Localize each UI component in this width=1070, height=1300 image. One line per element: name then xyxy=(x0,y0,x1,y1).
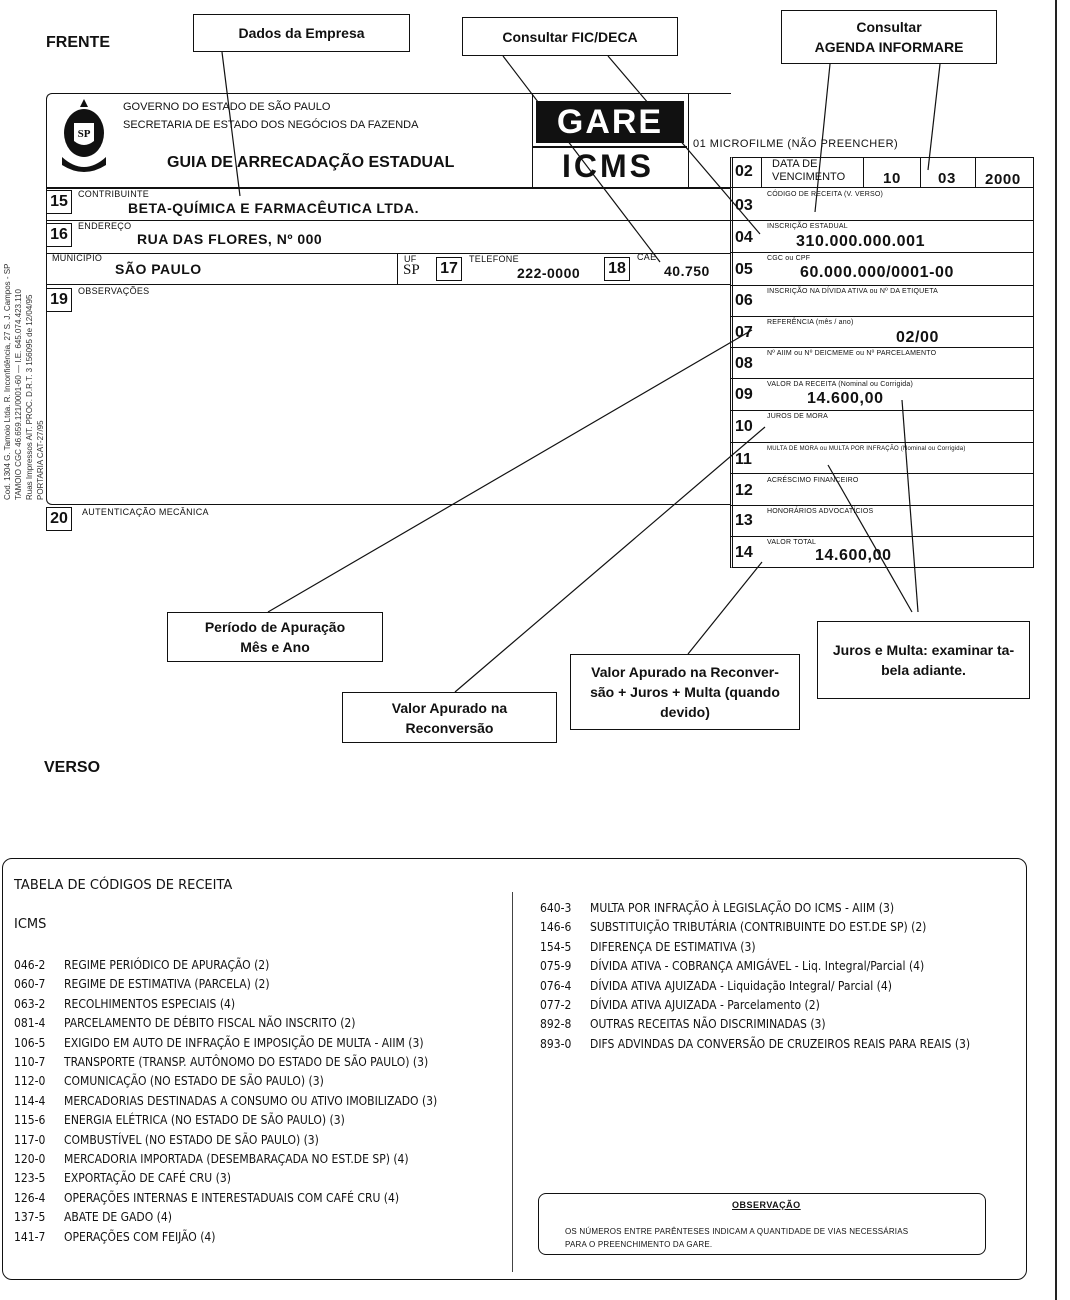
code-number: 137-5 xyxy=(14,1210,46,1225)
field-number-16: 16 xyxy=(46,223,72,247)
code-description: ABATE DE GADO (4) xyxy=(64,1210,172,1225)
code-row xyxy=(540,959,924,973)
venc-divider xyxy=(761,157,762,187)
callout-fic-deca: Consultar FIC/DECA xyxy=(462,17,678,56)
secretaria-title: SECRETARIA DE ESTADO DOS NEGÓCIOS DA FAZENDA xyxy=(123,119,419,131)
valor-total-label: VALOR TOTAL xyxy=(767,539,817,546)
code-row xyxy=(14,1230,216,1244)
line-agenda-2 xyxy=(928,64,940,170)
code-description: DIFS ADVINDAS DA CONVERSÃO DE CRUZEIROS REAIS PARA REAIS (3) xyxy=(590,1036,971,1051)
code-row xyxy=(14,1210,172,1224)
valor-receita-label: VALOR DA RECEITA (Nominal ou Corrigida) xyxy=(767,381,914,388)
observation-line-1: OS NÚMEROS ENTRE PARÊNTESES INDICAM A QUANTIDADE DE VIAS NECESSÁRIAS xyxy=(565,1227,909,1236)
observation-title: OBSERVAÇÃO xyxy=(732,1200,801,1210)
svg-text:SP: SP xyxy=(77,128,91,140)
field-number-13: 13 xyxy=(735,512,753,529)
side-line-1: Cod. 1304 G. Tamoio Ltda. R. Inconfidência, 27 S. J. Campos - SP xyxy=(3,263,12,500)
callout-valor-apurado: Valor Apurado na Reconversão xyxy=(342,692,557,743)
cae-label: CAE xyxy=(637,252,657,262)
code-number: 640-3 xyxy=(540,901,572,915)
venc-month-value: 03 xyxy=(938,170,956,187)
field-number-11: 11 xyxy=(735,451,752,468)
contribuinte-label: CONTRIBUINTE xyxy=(78,189,150,199)
honorarios-label: HONORÁRIOS ADVOCATÍCIOS xyxy=(767,508,874,515)
codigo-receita-label: CÓDIGO DE RECEITA (V. VERSO) xyxy=(767,191,884,198)
sep-municipio xyxy=(46,253,730,254)
field-number-10: 10 xyxy=(735,418,753,435)
field-number-04: 04 xyxy=(735,229,753,246)
contribuinte-value: BETA-QUÍMICA E FARMACÊUTICA LTDA. xyxy=(128,200,420,216)
code-description: TRANSPORTE (TRANSP. AUTÔNOMO DO ESTADO DE SÃO PAULO) (3) xyxy=(64,1055,429,1069)
venc-divider-4 xyxy=(975,157,976,187)
code-row xyxy=(14,1094,437,1108)
code-description: OUTRAS RECEITAS NÃO DISCRIMINADAS (3) xyxy=(590,1017,826,1032)
sep-obs xyxy=(46,284,730,285)
code-row xyxy=(14,1171,231,1185)
venc-label-2: VENCIMENTO xyxy=(772,171,846,183)
multa-label: MULTA DE MORA ou MULTA POR INFRAÇÃO (Nominal ou Corrigida) xyxy=(767,446,966,452)
tax-icms: ICMS xyxy=(562,148,654,184)
sp-seal-logo xyxy=(58,97,110,179)
code-row xyxy=(14,977,270,991)
field-number-14: 14 xyxy=(735,544,753,561)
side-line-4: PORTARIA CAT-27/95 xyxy=(36,420,45,500)
code-row xyxy=(14,997,235,1011)
code-number: 110-7 xyxy=(14,1055,46,1069)
sep-endereco xyxy=(46,220,730,221)
code-description: DÍVIDA ATIVA AJUIZADA - Liquidação Integral/ Parcial (4) xyxy=(590,978,892,993)
code-row xyxy=(540,920,926,934)
code-number: 106-5 xyxy=(14,1035,46,1050)
line-total xyxy=(688,562,762,654)
municipio-label: MUNICÍPIO xyxy=(52,253,103,263)
code-description: SUBSTITUIÇÃO TRIBUTÁRIA (CONTRIBUINTE DO EST.DE SP) (2) xyxy=(590,920,927,935)
juros-mora-label: JUROS DE MORA xyxy=(767,413,828,420)
code-number: 076-4 xyxy=(540,978,572,993)
telefone-label: TELEFONE xyxy=(469,254,519,264)
field-number-20: 20 xyxy=(46,507,72,531)
side-line-3: Ruas Impressos AIT. PROC. D.R.T. 3 156095 de 12/04/95 xyxy=(25,294,34,500)
endereco-value: RUA DAS FLORES, Nº 000 xyxy=(137,231,323,247)
valor-total-value: 14.600,00 xyxy=(815,547,892,564)
observacoes-label: OBSERVAÇÕES xyxy=(78,286,150,296)
field-number-19: 19 xyxy=(46,288,72,312)
code-description: OPERAÇÕES COM FEIJÃO (4) xyxy=(64,1229,216,1244)
code-number: 126-4 xyxy=(14,1190,46,1205)
code-number: 115-6 xyxy=(14,1113,46,1128)
section-back-label: VERSO xyxy=(44,759,101,776)
field-number-17: 17 xyxy=(436,257,462,281)
callout-company-data: Dados da Empresa xyxy=(193,14,410,52)
code-row xyxy=(540,979,892,993)
code-row xyxy=(540,1017,826,1031)
code-description: COMBUSTÍVEL (NO ESTADO DE SÃO PAULO) (3) xyxy=(64,1132,319,1147)
code-description: RECOLHIMENTOS ESPECIAIS (4) xyxy=(64,996,236,1011)
divida-ativa-label: INSCRIÇÃO NA DÍVIDA ATIVA ou Nº DA ETIQUETA xyxy=(767,288,939,295)
valor-receita-value: 14.600,00 xyxy=(807,390,884,407)
code-row xyxy=(14,1036,424,1050)
code-row xyxy=(14,1113,345,1127)
venc-divider-3 xyxy=(920,157,921,187)
code-number: 063-2 xyxy=(14,996,46,1011)
callout-valor-total: Valor Apurado na Reconver- são + Juros + Multa (quando devido) xyxy=(570,654,800,730)
code-number: 077-2 xyxy=(540,998,572,1012)
field-number-08: 08 xyxy=(735,355,753,372)
code-description: COMUNICAÇÃO (NO ESTADO DE SÃO PAULO) (3) xyxy=(64,1074,324,1089)
field-number-02: 02 xyxy=(735,163,753,180)
code-row xyxy=(540,998,820,1012)
code-description: DIFERENÇA DE ESTIMATIVA (3) xyxy=(590,939,756,954)
field-number-06: 06 xyxy=(735,292,753,309)
venc-divider-2 xyxy=(863,157,864,187)
municipio-value: SÃO PAULO xyxy=(115,261,202,277)
observation-line-2: PARA O PREENCHIMENTO DA GARE. xyxy=(565,1240,713,1249)
callout-agenda: Consultar AGENDA INFORMARE xyxy=(781,10,997,64)
code-description: OPERAÇÕES INTERNAS E INTERESTADUAIS COM CAFÉ CRU (4) xyxy=(64,1190,400,1205)
uf-divider-left xyxy=(397,254,398,284)
codes-table-divider xyxy=(512,892,513,1272)
field-number-12: 12 xyxy=(735,482,753,499)
code-row xyxy=(540,901,894,915)
code-number: 075-9 xyxy=(540,959,572,974)
code-row xyxy=(540,940,756,954)
code-number: 141-7 xyxy=(14,1229,46,1244)
field-number-09: 09 xyxy=(735,386,753,403)
acrescimo-label: ACRÉSCIMO FINANCEIRO xyxy=(767,477,859,484)
cgc-cpf-label: CGC ou CPF xyxy=(767,255,811,262)
code-number: 081-4 xyxy=(14,1016,46,1031)
field-number-18: 18 xyxy=(604,257,630,281)
code-description: EXIGIDO EM AUTO DE INFRAÇÃO E IMPOSIÇÃO DE MULTA - AIIM (3) xyxy=(64,1035,424,1050)
inscricao-estadual-label: INSCRIÇÃO ESTADUAL xyxy=(767,223,848,230)
code-description: PARCELAMENTO DE DÉBITO FISCAL NÃO INSCRITO (2) xyxy=(64,1016,356,1031)
code-description: DÍVIDA ATIVA AJUIZADA - Parcelamento (2) xyxy=(590,998,820,1012)
venc-day-value: 10 xyxy=(883,170,901,187)
side-imprint xyxy=(2,80,48,500)
code-row xyxy=(14,1074,324,1088)
autenticacao-label: AUTENTICAÇÃO MECÂNICA xyxy=(82,507,209,517)
side-line-2: TAMOIO CGC 46.659.121/0001-60 — I.E. 645.074.423.110 xyxy=(14,289,23,500)
code-number: 146-6 xyxy=(540,920,572,935)
code-number: 893-0 xyxy=(540,1036,572,1051)
code-number: 154-5 xyxy=(540,939,572,954)
code-number: 892-8 xyxy=(540,1017,572,1032)
code-description: DÍVIDA ATIVA - COBRANÇA AMIGÁVEL - Liq. Integral/Parcial (4) xyxy=(590,959,925,974)
codes-table-subtitle: ICMS xyxy=(14,917,47,932)
callout-periodo: Período de Apuração Mês e Ano xyxy=(167,612,383,662)
callout-juros-multa: Juros e Multa: examinar ta- bela adiante. xyxy=(817,621,1030,699)
code-row xyxy=(14,958,269,972)
inscricao-estadual-value: 310.000.000.001 xyxy=(796,233,926,250)
code-description: MERCADORIA IMPORTADA (DESEMBARAÇADA NO EST.DE SP) (4) xyxy=(64,1152,409,1166)
gare-logo: GARE xyxy=(536,101,684,143)
aiim-label: Nº AIIM ou Nº DEICMEME ou Nº PARCELAMENTO xyxy=(767,350,937,357)
code-description: EXPORTAÇÃO DE CAFÉ CRU (3) xyxy=(64,1171,231,1186)
gov-title: GOVERNO DO ESTADO DE SÃO PAULO xyxy=(123,101,331,113)
field-number-15: 15 xyxy=(46,190,72,214)
code-row xyxy=(14,1152,409,1166)
cgc-cpf-value: 60.000.000/0001-00 xyxy=(800,264,955,281)
codes-table-title: TABELA DE CÓDIGOS DE RECEITA xyxy=(14,878,233,893)
code-number: 120-0 xyxy=(14,1152,46,1166)
code-row xyxy=(14,1016,356,1030)
code-row xyxy=(14,1055,428,1069)
code-row xyxy=(14,1133,319,1147)
venc-label-1: DATA DE xyxy=(772,158,818,170)
code-number: 060-7 xyxy=(14,977,46,992)
endereco-label: ENDEREÇO xyxy=(78,221,132,231)
section-front-label: FRENTE xyxy=(46,34,110,51)
referencia-label: REFERÊNCIA (mês / ano) xyxy=(767,319,854,326)
guide-title: GUIA DE ARRECADAÇÃO ESTADUAL xyxy=(167,154,455,171)
telefone-value: 222-0000 xyxy=(517,265,581,281)
field-number-05: 05 xyxy=(735,261,753,278)
code-description: REGIME PERIÓDICO DE APURAÇÃO (2) xyxy=(64,958,270,972)
field-number-07: 07 xyxy=(735,324,753,341)
code-description: ENERGIA ELÉTRICA (NO ESTADO DE SÃO PAULO) (3) xyxy=(64,1113,345,1128)
venc-year-value: 2000 xyxy=(985,171,1021,188)
microfilme-label: 01 MICROFILME (NÃO PREENCHER) xyxy=(693,138,899,150)
uf-label: UF xyxy=(404,254,417,264)
code-number: 114-4 xyxy=(14,1093,46,1108)
cae-value: 40.750 xyxy=(664,263,710,279)
code-number: 123-5 xyxy=(14,1171,46,1186)
code-number: 117-0 xyxy=(14,1132,46,1147)
code-description: MERCADORIAS DESTINADAS A CONSUMO OU ATIVO IMOBILIZADO (3) xyxy=(64,1093,438,1108)
field-number-03: 03 xyxy=(735,197,753,214)
code-row xyxy=(14,1191,399,1205)
code-description: MULTA POR INFRAÇÃO À LEGISLAÇÃO DO ICMS - AIIM (3) xyxy=(590,901,895,915)
code-description: REGIME DE ESTIMATIVA (PARCELA) (2) xyxy=(64,977,270,992)
uf-value: SP xyxy=(403,262,420,278)
code-number: 112-0 xyxy=(14,1074,46,1089)
code-row xyxy=(540,1037,970,1051)
code-number: 046-2 xyxy=(14,958,46,972)
referencia-value: 02/00 xyxy=(896,329,940,346)
